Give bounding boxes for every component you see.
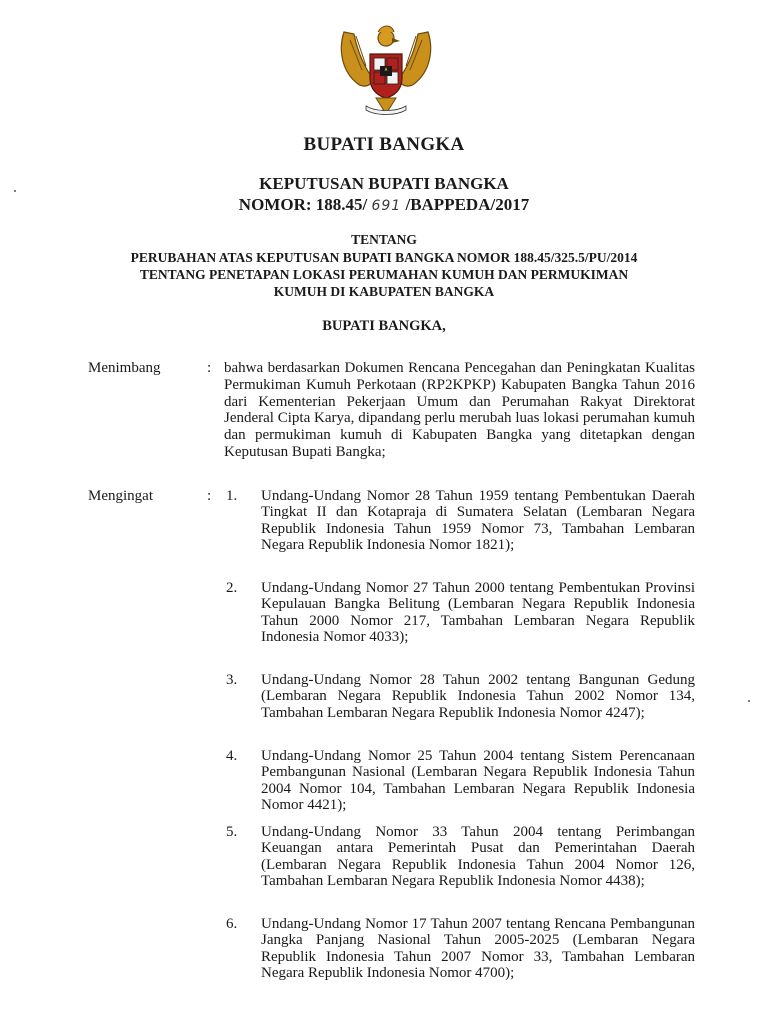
list-item: Undang-Undang Nomor 27 Tahun 2000 tentang Pembentukan Provinsi Kepulauan Bangka Belitung (Lembaran Negara Republik Indonesia Tahun 2000 Nomor 217, Tambahan Lembaran Negara Republik Indonesia Nomor 4033); <box>261 580 695 646</box>
decree-number-prefix: NOMOR: 188.45/ <box>238 195 368 214</box>
garuda-emblem-icon <box>336 20 436 120</box>
signatory-heading: BUPATI BANGKA, <box>322 318 446 334</box>
about-text: PERUBAHAN ATAS KEPUTUSAN BUPATI BANGKA NOMOR 188.45/325.5/PU/2014 TENTANG PENETAPAN LOKASI PERUMAHAN KUMUH DAN PERMUKIMAN KUMUH DI KABUPATEN BANGKA <box>130 250 638 299</box>
handwritten-number: 691 <box>371 198 402 214</box>
menimbang-label: Menimbang <box>88 360 161 376</box>
list-item: Undang-Undang Nomor 33 Tahun 2004 tentang Perimbangan Keuangan antara Pemerintah Pusat dan Pemerintahan Daerah (Lembaran Negara Republik Indonesia Tahun 2004 Nomor 126, Tambahan Lembaran Negara Republik Indonesia Nomor 4438); <box>261 824 695 890</box>
decree-number <box>0 195 768 215</box>
list-item-number: 3. <box>226 672 238 688</box>
about-label: TENTANG <box>351 232 417 247</box>
list-item-number: 1. <box>226 488 238 504</box>
decree-number-suffix: /BAPPEDA/2017 <box>405 195 530 214</box>
list-item-number: 4. <box>226 748 238 764</box>
page-title: BUPATI BANGKA <box>303 134 465 155</box>
list-item: Undang-Undang Nomor 28 Tahun 1959 tentang Pembentukan Daerah Tingkat II dan Kotapraja di Sumatera Selatan (Lembaran Negara Republik Indonesia Tahun 1959 Nomor 73, Tambahan Lembaran Negara Republik Indonesia Nomor 1821); <box>261 488 695 554</box>
mengingat-label: Mengingat <box>88 488 153 504</box>
menimbang-text: bahwa berdasarkan Dokumen Rencana Pencegahan dan Peningkatan Kualitas Permukiman Kumuh Perkotaan (RP2KPKP) Kabupaten Bangka Tahun 2016 dari Kementerian Pekerjaan Umum dan Perumahan Rakyat Direktorat Jenderal Cipta Karya, dipandang perlu merubah luas lokasi perumahan kumuh dan permukiman kumuh di Kabupaten Bangka yang ditetapkan dengan Keputusan Bupati Bangka; <box>224 360 695 460</box>
menimbang-colon: : <box>207 360 212 376</box>
list-item: Undang-Undang Nomor 28 Tahun 2002 tentang Bangunan Gedung (Lembaran Negara Republik Indonesia Tahun 2002 Nomor 134, Tambahan Lembaran Negara Republik Indonesia Nomor 4247); <box>261 672 695 721</box>
list-item-number: 6. <box>226 916 238 932</box>
decree-title: KEPUTUSAN BUPATI BANGKA <box>259 174 509 193</box>
list-item-number: 2. <box>226 580 238 596</box>
scan-speck <box>14 190 16 192</box>
list-item: Undang-Undang Nomor 25 Tahun 2004 tentang Sistem Perencanaan Pembangunan Nasional (Lembaran Negara Republik Indonesia Tahun 2004 Nomor 104, Tambahan Lembaran Negara Republik Indonesia Nomor 4421); <box>261 748 695 814</box>
list-item: Undang-Undang Nomor 17 Tahun 2007 tentang Rencana Pembangunan Jangka Panjang Nasional Tahun 2005-2025 (Lembaran Negara Republik Indonesia Tahun 2007 Nomor 33, Tambahan Lembaran Negara Republik Indonesia Nomor 4700); <box>261 916 695 982</box>
list-item-number: 5. <box>226 824 238 840</box>
mengingat-colon: : <box>207 488 212 504</box>
scan-speck <box>748 700 750 702</box>
